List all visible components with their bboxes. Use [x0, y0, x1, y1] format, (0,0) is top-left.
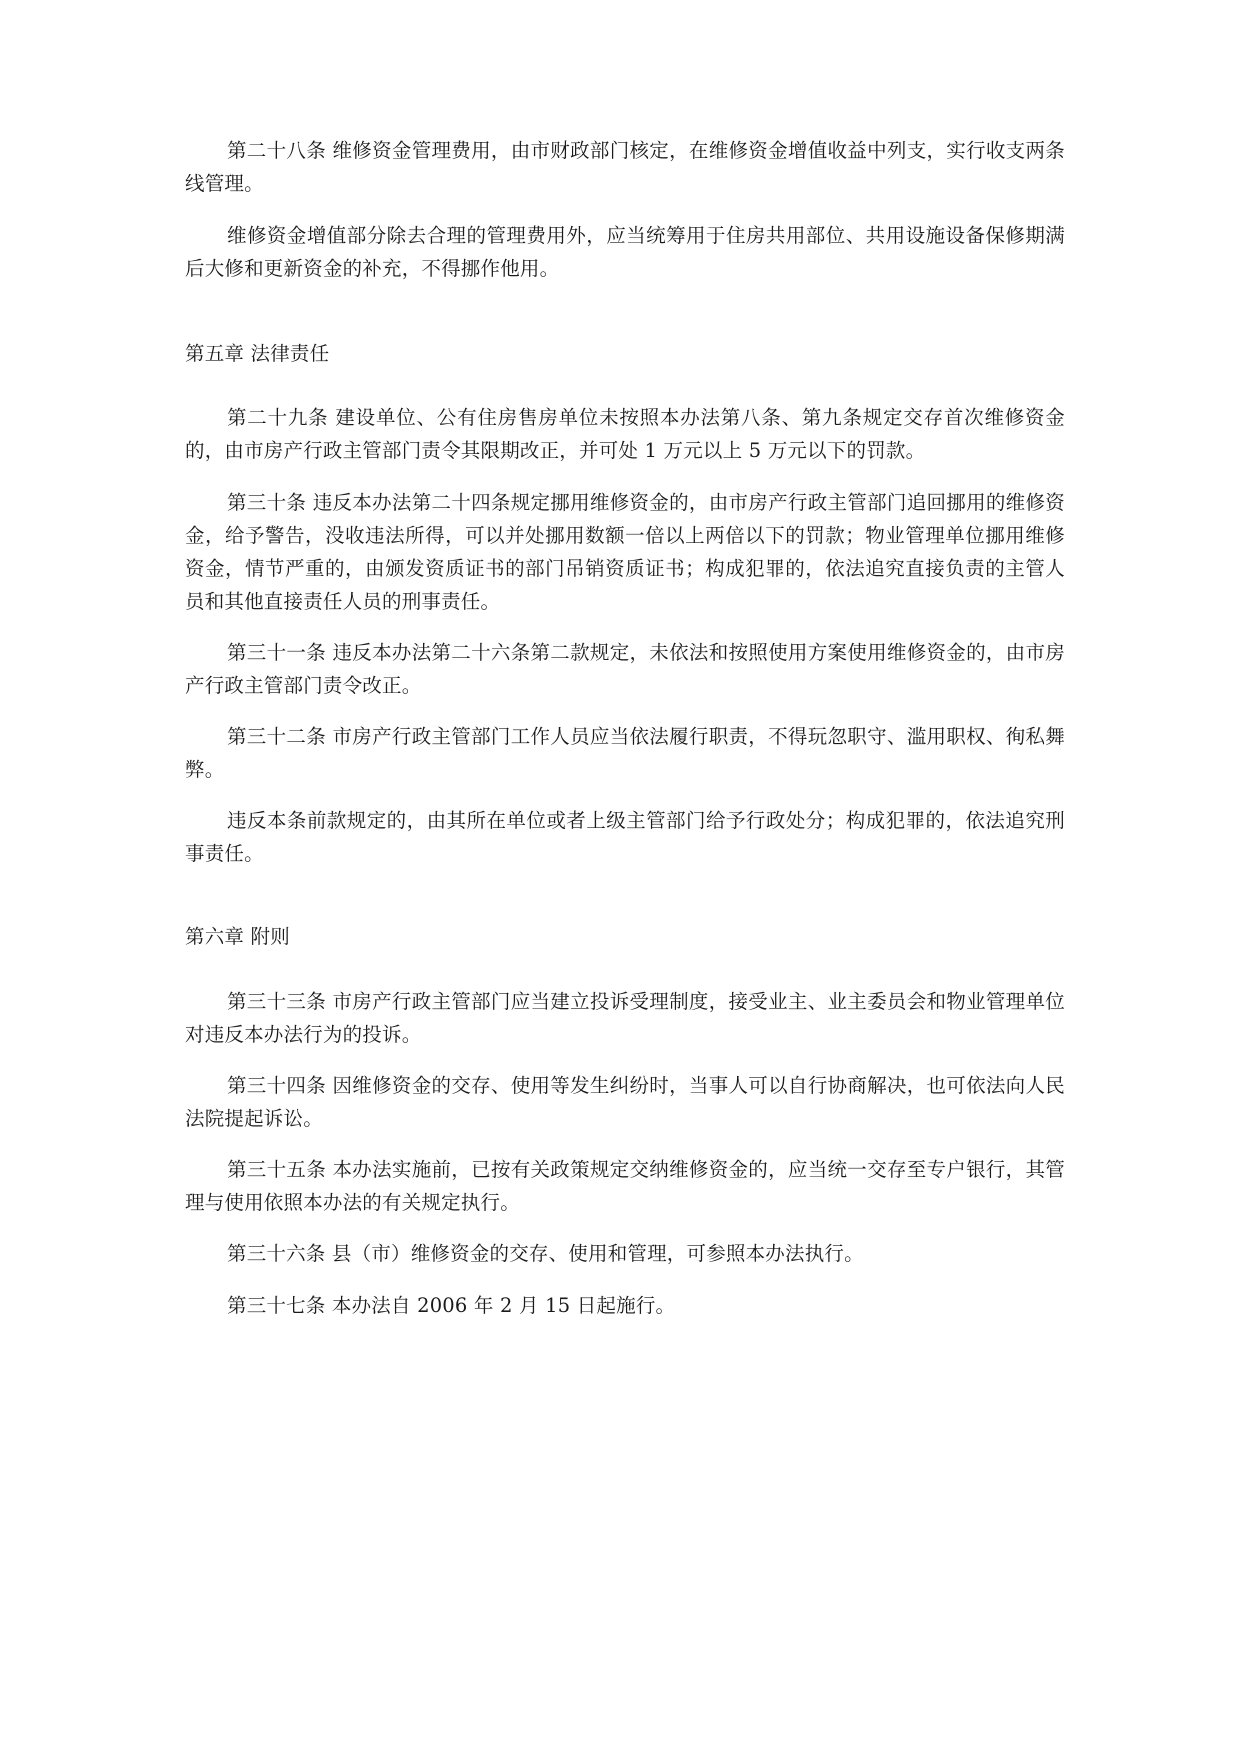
chapter-5-heading: 第五章 法律责任 [185, 342, 330, 365]
article-29: 第二十九条 建设单位、公有住房售房单位未按照本办法第八条、第九条规定交存首次维修资金的，由市房产行政主管部门责令其限期改正，并可处 1 万元以上 5 万元以下的罚款。 [185, 406, 1065, 462]
article-35: 第三十五条 本办法实施前，已按有关政策规定交纳维修资金的，应当统一交存至专户银行，其管理与使用依照本办法的有关规定执行。 [185, 1158, 1065, 1214]
article-31: 第三十一条 违反本办法第二十六条第二款规定，未依法和按照使用方案使用维修资金的，由市房产行政主管部门责令改正。 [185, 641, 1065, 697]
article-32: 第三十二条 市房产行政主管部门工作人员应当依法履行职责，不得玩忽职守、滥用职权、徇私舞弊。 [185, 725, 1065, 781]
article-28-paragraph-2: 维修资金增值部分除去合理的管理费用外，应当统筹用于住房共用部位、共用设施设备保修期满后大修和更新资金的补充，不得挪作他用。 [185, 224, 1065, 280]
article-30: 第三十条 违反本办法第二十四条规定挪用维修资金的，由市房产行政主管部门追回挪用的维修资金，给予警告，没收违法所得，可以并处挪用数额一倍以上两倍以下的罚款；物业管理单位挪用维修资金，情节严重的，由颁发资质证书的部门吊销资质证书；构成犯罪的，依法追究直接负责的主管人员和其他直接责任人员的刑事责任。 [185, 491, 1065, 613]
article-37: 第三十七条 本办法自 2006 年 2 月 15 日起施行。 [227, 1294, 676, 1317]
article-34: 第三十四条 因维修资金的交存、使用等发生纠纷时，当事人可以自行协商解决，也可依法向人民法院提起诉讼。 [185, 1074, 1065, 1130]
article-32-paragraph-2: 违反本条前款规定的，由其所在单位或者上级主管部门给予行政处分；构成犯罪的，依法追究刑事责任。 [185, 809, 1065, 865]
article-33: 第三十三条 市房产行政主管部门应当建立投诉受理制度，接受业主、业主委员会和物业管理单位对违反本办法行为的投诉。 [185, 990, 1065, 1046]
article-28: 第二十八条 维修资金管理费用，由市财政部门核定，在维修资金增值收益中列支，实行收支两条线管理。 [185, 139, 1065, 195]
article-36: 第三十六条 县（市）维修资金的交存、使用和管理，可参照本办法执行。 [227, 1242, 864, 1265]
chapter-6-heading: 第六章 附则 [185, 925, 290, 948]
